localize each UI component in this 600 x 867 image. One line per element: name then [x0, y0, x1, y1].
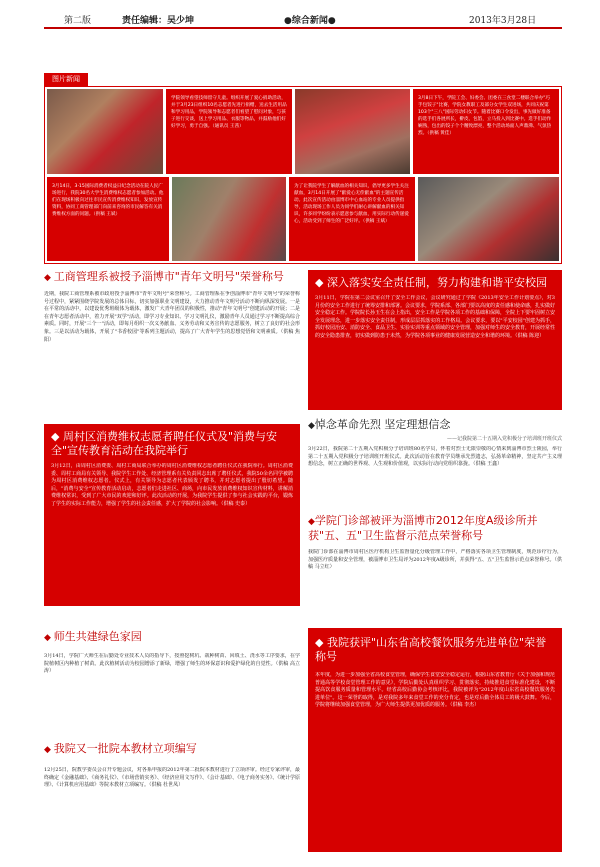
issue-date: 2013年3月28日	[469, 16, 537, 26]
article-body: 3月22日，我院第二十五期入党积极分子培训班80名学员，怀着对烈士无限崇敬的心情来到淄博市烈士陵园，举行第二十五期入党积极分子培训班开班仪式。此次活动旨在教育学员继承先烈遗志，弘扬革命精神，坚定共产主义理想信念，树立正确的世界观、人生观和价值观，以实际行动向党组织靠拢。（供稿 王鑫）	[308, 446, 562, 468]
article-body: 我院门诊部在淄博市周村区医疗机构卫生监督量化分级管理工作中，严格落实各项卫生管理制度，规范诊疗行为，加强医疗质量和安全管理，被淄博市卫生局评为2012年度A级诊所，并获得"五、五"卫生监督示范点荣誉称号。（供稿 马立红）	[308, 549, 562, 571]
masthead-rule	[44, 27, 562, 29]
article-body: 3月11日，学院在第二会议室召开了安全工作会议，会议研究通过了学院《2013年安全工作计划要点》，对3月份的安全工作进行了统筹安排和部署。会议要求，学院系部、各部门要以高度的责任感和使命感，扎实做好安全稳定工作。学院院长孙玉生在会上指出，安全工作是学院各项工作的基础和保障，全院上下要牢固树立安全发展理念，进一步落实安全责任制，形成层层抓落实的工作格局。会议要求，要以"平安校园"创建为抓手，抓好校园治安、消防安全、食品卫生、实验实训等重点领域的安全管理，加强对师生的安全教育，开展经常性的安全隐患排查，切实做到防患于未然，为学院各项事业的健康发展营造安全和谐的环境。（供稿 陈迎）	[315, 295, 555, 339]
article-title: ◆学院门诊部被评为淄博市2012年度A级诊所并获"五、五"卫生监督示范点荣誉称号	[308, 514, 538, 542]
article-greening	[44, 630, 300, 735]
article-clinic	[308, 514, 562, 612]
photo-caption: 3月8日下午，学院工会、妇委会、团委在三食堂二楼联合举办"巧手包饺子"比赛，学院女教职工及部分女学生双进场，共同庆祝第103个"三八"国际劳动妇女节。随着比赛口令发出，事先做好准备的选手们各展所长，擀皮、包馅，立马投入到比赛中。选手们动作娴熟，包出的饺子个个精致漂亮，整个活动场面人声鼎沸、气氛热烈。（供稿 黄佳）	[413, 89, 559, 174]
masthead	[44, 6, 562, 28]
photo-news-label: 图片新闻	[44, 73, 88, 86]
article-body: 本年度，为进一步加强全省高校食堂管理，确保学生食堂安全稳定运行，根据山东省教育厅《关于加强和规范普通高等学校食堂管理工作的意见》，学院后勤处认真组织学习、贯彻落实，持续推进食堂标准化建设，不断提高饮食服务质量和管理水平。经省高校后勤协会考核评比，我院被评为"2012年度山东省高校餐饮服务先进单位"。这一荣誉的取得，是对我院多年来食堂工作的充分肯定，也是对后勤全体员工的极大鼓舞。今后，学院将继续加强食堂管理，为广大师生提供更加优质的服务。（供稿 李杰）	[315, 672, 555, 709]
article-title: ◆ 师生共建绿色家园	[44, 630, 142, 643]
article-body: 3月14日，学院广大师生在后勤处专业技术人员的指导下，按照挖树坑、栽种树苗、回填土、浇水等工序要求，在学院植树区内种植了树苗。此次植树活动为校园增添了新绿，增强了师生的环保意识和爱护绿化的自觉性。（供稿 高立涛）	[44, 653, 300, 675]
article-subtitle: ——记我院第二十五期入党积极分子培训班开班仪式	[446, 436, 562, 442]
photo-caption: 学院领导看望技师留守儿童。组织开展了爱心捐助活动，并于3月23日组织10名志愿者先进行捐赠，送去生活用品和学习用品，学院领导和志愿者们看望了慰问对象，与孩子进行交谈，送上学习用品、衣服等物品，并鼓励他们好好学习，勇于自强。（通讯员 王茜）	[166, 89, 292, 174]
article-body: 12月25日，院教学委员会召开专题会议，对各系申报的2012年第二批院本教材进行了立项评审。经过专家评审，最终确定《金融基础》、《商务礼仪》、《市场营销实务》、《经济应用文写作》、《会计基础》、《电子商务实务》、《统计学原理》、《计算机应用基础》等院本教材立项编写。（供稿 杜世凤）	[44, 767, 300, 789]
article-title: ◆悼念革命先烈 坚定理想信念	[308, 418, 451, 431]
photo-blood-donation	[418, 177, 559, 261]
article-body: 近期，我院工商管理系被市政府授予淄博市"青年文明号"荣誉称号。工商管理系在争创淄博市"青年文明号"的荣誉称号过程中，紧紧围绕学院发展的总体目标，切实加强职业文明建设，大力推动青年文明号活动不断向纵深发展。一是在平常的活动中，以建设优秀班级体为载体，激发广大青年团员的积极性，推动"青年文明号"创建活动的开展；二是在青年志愿者活动中，着力开展"双学"活动，即学习专业知识、学习文明礼仪，激励青年人员通过学习不断提高综合素质。同时，开展"三个一"活动，即每月组织一次义务献血、义务劳动和义务宣传的志愿服务，树立了良好的社会形象。三是以活动为载体，开展了"书香校园"等系列主题活动，提高了广大青年学生的思想觉悟和文明素质。（供稿 焦阳）	[44, 291, 300, 343]
article-civilization	[44, 270, 300, 420]
photo-charity-visit	[47, 89, 163, 174]
article-safety	[308, 270, 562, 410]
article-title: ◆ 我院又一批院本教材立项编写	[44, 742, 197, 755]
article-title: ◆ 我院获评"山东省高校餐饮服务先进单位"荣誉称号	[315, 636, 547, 663]
photo-consumer-day	[172, 177, 286, 261]
article-title: ◆ 深入落实安全责任制，努力构建和谐平安校园	[315, 276, 547, 289]
editor-label: 责任编辑：吴少坤	[122, 16, 195, 26]
section-label: ●综合新闻●	[284, 16, 336, 26]
article-catering	[308, 628, 562, 852]
article-consumer-rights	[44, 424, 300, 606]
edition-label: 第二版	[64, 16, 92, 26]
photo-dumpling-contest	[295, 89, 410, 174]
photo-caption: 为了让我院学生了解献血的相关知识，倡导更多学生关注献血，3月14日开展了"献爱心无偿献血"的主题宣传活动。此次宣传活动由淄博市中心血站的专业人员提供指导，活动现场工作人员为同学们耐心讲解献血的相关知识，许多同学纷纷表示愿意参与献血，用实际行动传递爱心，活动受到了师生的广泛好评。（供稿 王斌）	[289, 177, 415, 261]
photo-caption: 3月14日，3·15国际消费者权益日纪念活动在院人民广场进行，我院30名大学生消费维权志愿者参加活动。他们在现场积极向过往市民宣传消费维权知识，发放宣传资料，协同工商管理部门向前来咨询的市民解答有关消费维权方面的问题。（供稿 王斌）	[47, 177, 169, 261]
article-title: ◆ 周村区消费维权志愿者聘任仪式及"消费与安全"宣传教育活动在我院举行	[51, 430, 278, 457]
article-textbook	[44, 742, 300, 852]
article-body: 3月12日，由周村区消费委、周村工商局联合举办的周村区消费维权志愿者聘任仪式在我院举行。周村区消费委、周村工商局有关领导、我院学生工作处、经济管理系有关负责同志出席了聘任仪式，我院50余名同学被聘为周村区消费维权志愿者。仪式上，有关领导为志愿者代表颁发了聘书，并对志愿者提出了殷切希望。随后，"消费与安全"宣传教育活动启动，志愿者们走进社区、商场，向市民发放消费维权知识宣传材料，讲解消费维权常识，受到了广大市民的欢迎和好评。此次活动的开展，为我院学生提供了参与社会实践的平台，锻炼了学生的实际工作能力，增强了学生的社会责任感，扩大了学院的社会影响。（供稿 史泰）	[51, 463, 293, 507]
article-ideals	[308, 418, 562, 510]
article-title: ◆ 工商管理系被授予淄博市"青年文明号"荣誉称号	[44, 270, 284, 283]
